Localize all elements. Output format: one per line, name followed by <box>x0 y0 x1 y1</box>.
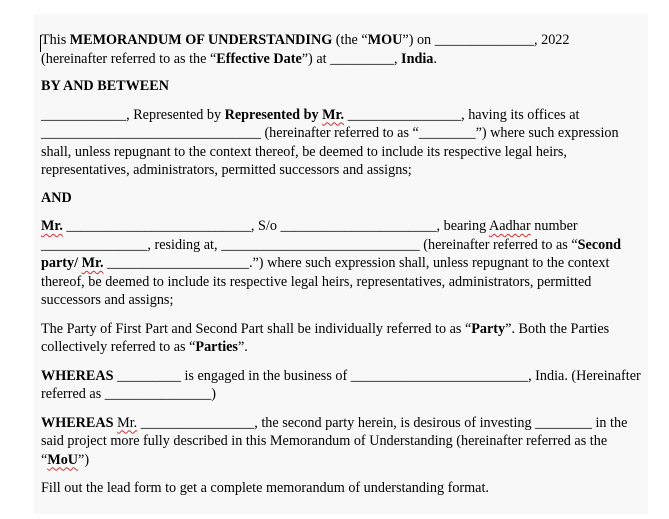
spellcheck-word: Mr. <box>41 218 63 234</box>
document-body[interactable] <box>41 31 649 498</box>
whereas-business-paragraph: WHEREAS _________ is engaged in the business of _________________________, India. (Hereinafter referred as _______________) <box>41 367 641 402</box>
spellcheck-word: Mr. <box>81 255 104 271</box>
first-party-paragraph: ____________, Represented by Represented by Mr. ________________, having its offices at _______________________________ (hereinafter referred to as “________”) where such expression shall, unless repugnant to the context thereof, be deemed to include its respective legal heirs, representatives, administrators, permitted successors and assigns; <box>41 106 619 178</box>
second-party-paragraph: Mr. __________________________, S/o ______________________, bearing Aadhar number _______________, residing at, ____________________________ (hereinafter referred to as “Second party/ Mr. ____________________.”) where such expression shall, unless repugnant to the context thereof, be deemed to include its respective legal heirs, representatives, administrators, permitted successors and assigns; <box>41 218 621 308</box>
footer-note: Fill out the lead form to get a complete memorandum of understanding format. <box>41 480 489 496</box>
spellcheck-word: Aadhar <box>488 218 531 234</box>
parties-paragraph: The Party of First Part and Second Part shall be individually referred to as “Party”. Both the Parties collectively referred to as “Parties”. <box>41 320 610 355</box>
spellcheck-word: Mr. <box>117 414 138 431</box>
whereas-investment-paragraph: WHEREAS Mr. ________________, the second party herein, is desirous of investing ________ in the said project more fully described in this Memorandum of Understanding (hereinafter referred as the “MoU”) <box>41 414 628 468</box>
heading-by-and-between: BY AND BETWEEN <box>41 78 169 94</box>
spellcheck-word: Mr. <box>322 106 345 123</box>
spellcheck-word: MoU <box>47 451 79 468</box>
intro-paragraph: This MEMORANDUM OF UNDERSTANDING (the “MOU”) on ______________, 2022 (hereinafter referred to as the “Effective Date”) at _________, India. <box>41 32 570 67</box>
heading-and: AND <box>41 189 72 206</box>
